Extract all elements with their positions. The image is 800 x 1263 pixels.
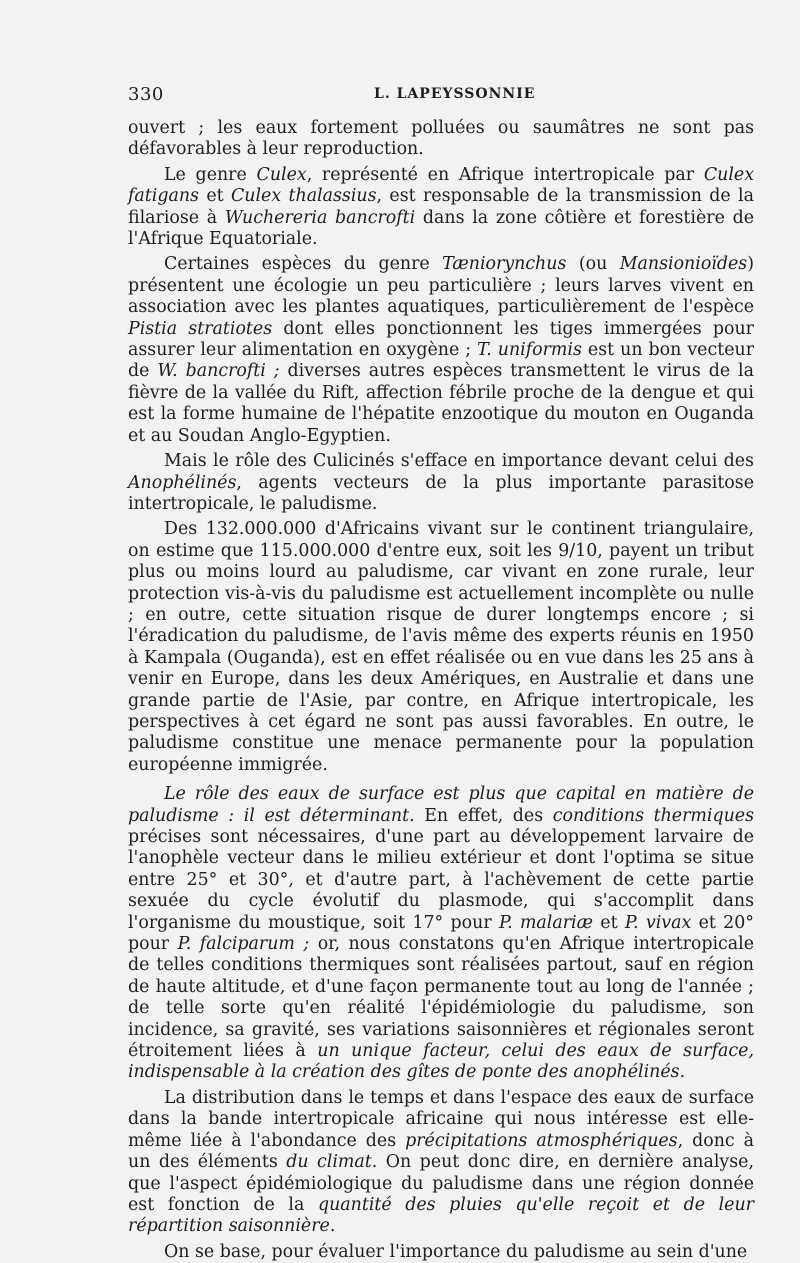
- text-run: dont elles ponctionnent les tiges immergées pour assurer leur alimentation en oxygène ;: [128, 318, 754, 361]
- text-run: .: [329, 1216, 336, 1237]
- text-run: est un bon vecteur de: [128, 340, 755, 382]
- italic-run: W. bancrofti ;: [157, 361, 280, 382]
- text-run: . On peut donc dire, en dernière analyse, que l'aspect épidémiologique du paludisme dans une région donnée est fonction de la: [128, 1152, 755, 1215]
- italic-run: Culex: [256, 164, 307, 185]
- text-run: ) présentent une écologie un peu particulière ; leurs larves vivent en association avec les plantes aquatiques, particulièrement de l'espèce: [128, 254, 754, 318]
- body-text: [128, 118, 755, 1262]
- text-run: La distribution dans le temps et dans l'espace des eaux de surface dans la bande intertropicale africaine qui nous intéresse est elle-même liée à l'abondance des: [128, 1087, 754, 1151]
- text-run: diverses autres espèces transmettent le virus de la fièvre de la vallée du Rift, affection fébrile proche de la dengue et qui est la forme humaine de l'hépatite enzootique du mouton en Ouganda et au Soudan Anglo-Egyptien.: [128, 361, 754, 446]
- italic-run: du climat: [286, 1152, 372, 1173]
- italic-run: Tæniorynchus: [442, 254, 567, 275]
- text-run: et: [592, 912, 625, 933]
- italic-run: P. malariæ: [498, 912, 593, 933]
- text-run: et: [198, 186, 231, 207]
- paragraph: [128, 1088, 754, 1238]
- paragraph: [128, 165, 754, 251]
- text-run: dans la zone côtière et forestière de l'Afrique Equatoriale.: [128, 207, 754, 250]
- paragraph: [128, 784, 754, 1084]
- text-run: Le genre: [164, 164, 257, 185]
- text-run: On se base, pour évaluer l'importance du paludisme au sein d'une: [164, 1241, 748, 1262]
- text-run: ouvert ; les eaux fortement polluées ou saumâtres ne sont pas défavorables à leur reproduction.: [128, 118, 754, 160]
- text-run: Mais le rôle des Culicinés s'efface en importance devant celui des: [164, 451, 754, 472]
- italic-run: Le rôle des eaux de surface est plus que capital en matière de paludisme : il est déterminant.: [128, 784, 754, 826]
- italic-run: Wuchereria bancrofti: [224, 207, 416, 228]
- italic-run: conditions thermiques: [552, 805, 754, 826]
- text-run: et 20° pour: [128, 912, 754, 955]
- italic-run: un unique facteur, celui des eaux de surface, indispensable à la création des gîtes de ponte des anophélinés.: [128, 1041, 754, 1083]
- italic-run: Anophélinés: [128, 472, 237, 493]
- text-run: précises sont nécessaires, d'une part au développement larvaire de l'anophèle vecteur dans le milieu extérieur et dont l'optima se situe entre 25° et 30°, et d'autre part, à l'achèvement de cette partie sexuée du cycle évolutif du plasmode, qui s'accomplit dans l'organisme du moustique, soit 17° pour: [128, 827, 754, 933]
- italic-run: quantité des pluies qu'elle reçoit et de leur répartition saisonnière: [128, 1194, 754, 1237]
- italic-run: Pistia stratiotes: [128, 318, 273, 339]
- paragraph: [128, 451, 754, 515]
- text-run: , représenté en Afrique intertropicale par: [306, 164, 704, 185]
- text-run: En effet, des: [414, 805, 553, 826]
- text-run: Des 132.000.000 d'Africains vivant sur le continent triangulaire, on estime que 115.000.000 d'entre eux, soit les 9/10, payent un tribut plus ou moins lourd au paludisme, car vivant en zone rurale, leur protection vis-à-vis du paludisme est actuellement incomplète ou nulle ; en outre, cette situation risque de durer longtemps encore ; si l'éradication du paludisme, de l'avis même des experts réunis en 1950 à Kampala (Ouganda), est en effet réalisée ou en vue dans les 25 ans à venir en Europe, dans les deux Amériques, en Australie et dans une grande partie de l'Asie, par contre, en Afrique intertropicale, les perspectives à cet égard ne sont pas aussi favorables. En outre, le paludisme constitue une menace permanente pour la population européenne immigrée.: [128, 519, 754, 775]
- italic-run: Culex fatigans: [128, 164, 754, 207]
- text-run: Certaines espèces du genre: [164, 254, 443, 275]
- paragraph: [128, 519, 754, 776]
- italic-run: P. falciparum ;: [177, 934, 310, 955]
- text-run: , agents vecteurs de la plus importante parasitose intertropicale, le paludisme.: [128, 472, 754, 514]
- text-run: (ou: [566, 254, 620, 275]
- text-run: , donc à un des éléments: [128, 1130, 754, 1173]
- italic-run: T. uniformis: [477, 340, 582, 361]
- italic-run: Culex thalassius: [230, 186, 377, 207]
- page-header: [128, 84, 754, 108]
- running-head-author: L. LAPEYSSONNIE: [374, 86, 536, 102]
- text-run: or, nous constatons qu'en Afrique intertropicale de telles conditions thermiques sont réalisées partout, sauf en région de haute altitude, et d'une façon permanente tout au long de l'année ; de telle sorte qu'en réalité l'épidémiologie du paludisme, son incidence, sa gravité, ses variations saisonnières et régionales seront étroitement liées à: [128, 934, 755, 1062]
- italic-run: Mansionioïdes: [619, 254, 748, 275]
- paragraph: [128, 118, 754, 161]
- text-run: , est responsable de la transmission de la filariose à: [128, 186, 754, 228]
- paragraph: [128, 1242, 754, 1263]
- italic-run: P. vivax: [624, 912, 692, 933]
- italic-run: précipitations atmosphériques: [405, 1130, 678, 1151]
- paragraph: [128, 254, 754, 447]
- page-number: 330: [128, 84, 164, 105]
